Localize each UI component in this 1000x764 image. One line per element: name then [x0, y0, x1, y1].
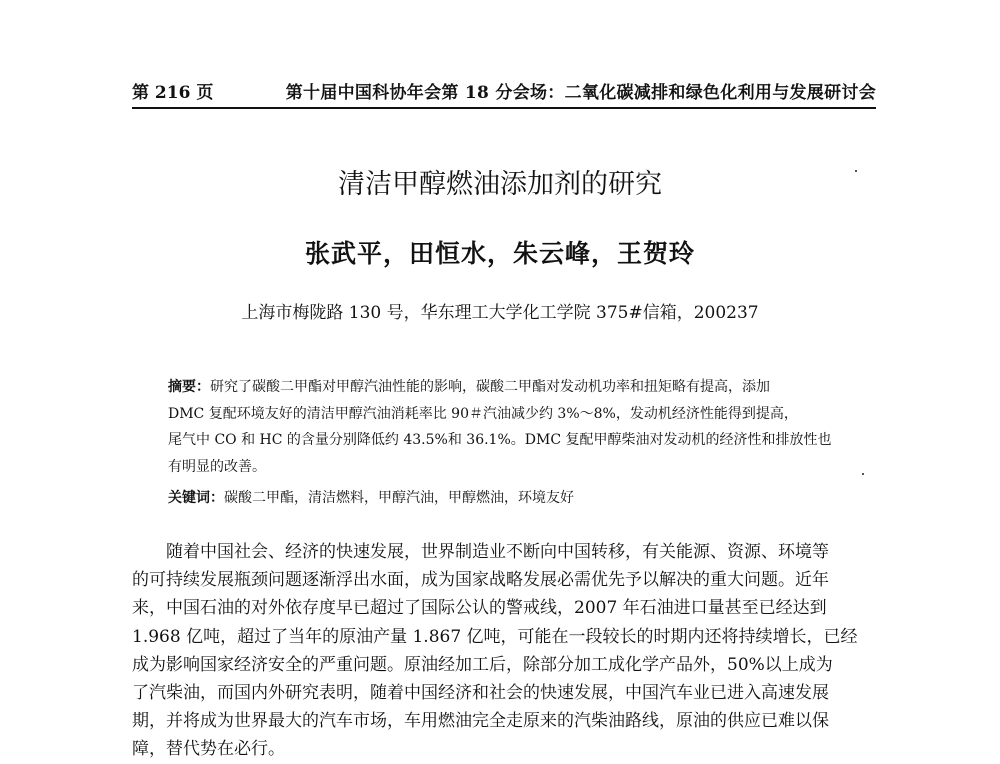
abstract [168, 374, 858, 480]
body-line: 期，并将成为世界最大的汽车市场，车用燃油完全走原来的汽柴油路线，原油的供应已难以保 [132, 711, 829, 732]
body-line: 来，中国石油的对外依存度早已超过了国际公认的警戒线，2007 年石油进口量甚至已经达到 [132, 598, 827, 619]
keywords [168, 486, 858, 510]
body-line: 随着中国社会、经济的快速发展，世界制造业不断向中国转移，有关能源、资源、环境等 [166, 542, 829, 562]
scan-speck [862, 473, 864, 475]
body-line: 成为影响国家经济安全的严重问题。原油经加工后，除部分加工成化学产品外，50%以上成为 [132, 654, 833, 675]
running-header [132, 82, 876, 108]
page-number: 第 216 页 [132, 83, 214, 103]
body-line: 1.968 亿吨，超过了当年的原油产量 1.867 亿吨，可能在一段较长的时期内还将持续增长，已经 [132, 626, 858, 647]
paper-title: 清洁甲醇燃油添加剂的研究 [338, 169, 662, 200]
keywords-label: 关键词： [168, 490, 224, 506]
conference-name: 第十届中国科协年会第 18 分会场：二氧化碳减排和绿色化利用与发展研讨会 [285, 83, 876, 103]
abstract-line [168, 374, 858, 401]
body-line: 了汽柴油，而国内外研究表明，随着中国经济和社会的快速发展，中国汽车业已进入高速发展 [132, 683, 829, 704]
scan-speck [855, 170, 857, 172]
header-rule [132, 107, 876, 109]
abstract-label: 摘要： [168, 379, 210, 395]
abstract-line: 有明显的改善。 [168, 458, 266, 475]
paper-authors: 张武平，田恒水，朱云峰，王贺玲 [304, 239, 695, 268]
body-paragraph [132, 538, 876, 764]
abstract-line: 尾气中 CO 和 HC 的含量分别降低约 43.5%和 36.1%。DMC 复配甲醇柴油对发动机的经济性和排放性也 [168, 432, 832, 448]
body-line: 的可持续发展瓶颈问题逐渐浮出水面，成为国家战略发展必需优先予以解决的重大问题。近年 [132, 570, 829, 591]
keywords-text: 碳酸二甲酯，清洁燃料，甲醇汽油，甲醇燃油，环境友好 [224, 490, 574, 506]
abstract-line: DMC 复配环境友好的清洁甲醇汽油消耗率比 90＃汽油减少约 3%～8%，发动机经济性能得到提高， [168, 405, 798, 422]
body-line: 障，替代势在必行。 [132, 739, 285, 760]
paper-affiliation: 上海市梅陇路 130 号，华东理工大学化工学院 375#信箱，200237 [241, 303, 759, 323]
abstract-text: 研究了碳酸二甲酯对甲醇汽油性能的影响，碳酸二甲酯对发动机功率和扭矩略有提高，添加 [210, 379, 770, 395]
